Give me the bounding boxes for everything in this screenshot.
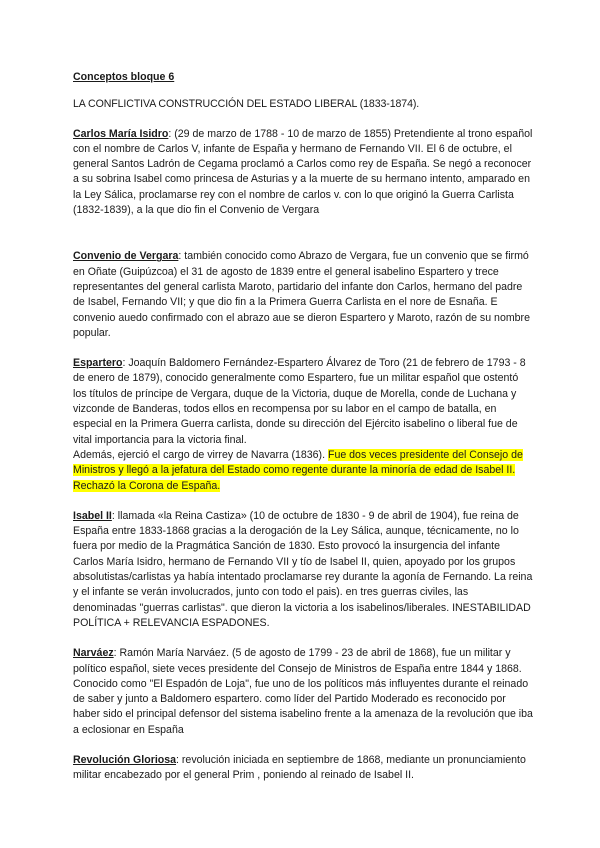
entry-text: : (29 de marzo de 1788 - 10 de marzo de 1855) Pretendiente al trono español con el nombre de Carlos V, infante de España y hermano de Fernando VII. El 6 de octubre, el general Santos Ladrón de Cegama proclamó a Carlos como rey de España. Se negó a reconocer a su sobrina Isabel como princesa de Asturias y a la muerte de su hermano intento, amparado en la Ley Sálica, proclamarse rey con el nombre de carlos v. con lo que originó la Guerra Carlista (1832-1839), a la que dio fin el Convenio de Vergara <box>73 127 533 217</box>
entry-text-continued: Además, ejerció el cargo de virrey de Navarra (1836). <box>73 448 328 461</box>
entry-text: : Joaquín Baldomero Fernández-Espartero Álvarez de Toro (21 de febrero de 1793 - 8 de enero de 1879), conocido generalmente como Espartero, fue un militar español que ostentó los títulos de príncipe de Vergara, duque de la Victoria, duque de Morella, conde de Luchana y vizconde de Banderas, todos ellos en recompensa por su labor en el campo de batalla, en especial en la Primera Guerra carlista, donde su dirección del Ejército isabelino o liberal fue de vital importancia para la victoria final. <box>73 357 526 446</box>
entry-term: Convenio de Vergara <box>73 250 179 263</box>
entry-narvaez <box>73 646 533 738</box>
entry-text: : llamada «la Reina Castiza» (10 de octubre de 1830 - 9 de abril de 1904), fue reina de España entre 1833-1868 gracias a la derogación de la Ley Sálica, aunque, técnicamente, no lo fuera por medio de la Pragmática Sanción de 1830. Esto provocó la insurgencia del infante Carlos María Isidro, hermano de Fernando VII y tío de Isabel II, quien, apoyado por los grupos absolutistas/carlistas ya había intentado proclamarse rey durante la agonía de Fernando. La reina y el infante se verán involucrados, junto con todo el pais). en tres guerras civiles, las denominadas "guerras carlistas". que dieron la victoria a los isabelinos/liberales. INESTABILIDAD POLÍTICA + RELEVANCIA ESPADONES. <box>73 509 533 629</box>
document-title: Conceptos bloque 6 <box>73 71 175 83</box>
entry-term: Isabel II <box>73 509 112 522</box>
highlighted-text: Fue dos veces presidente del Consejo de Ministros y llegó a la jefatura del Estado como regente durante la minoría de edad de Isabel II. Rechazó la Corona de España. <box>73 448 523 492</box>
entry-term: Espartero <box>73 357 123 370</box>
entry-isabel-ii <box>73 509 533 631</box>
document-subtitle: LA CONFLICTIVA CONSTRUCCIÓN DEL ESTADO LIBERAL (1833-1874). <box>73 98 420 111</box>
entry-term: Narváez <box>73 647 114 660</box>
entry-text: : Ramón María Narváez. (5 de agosto de 1799 - 23 de abril de 1868), fue un militar y político español, siete veces presidente del Consejo de Ministros de España entre 1844 y 1868. Conocido como "El Espadón de Loja", fue uno de los políticos más influyentes durante el reinado de saber y junto a Baldomero espartero. como líder del Partido Moderado es reconocido por haber sido el principal defensor del sistema isabelino frente a la amenaza de la revolución que iba a eclosionar en España <box>73 647 533 736</box>
entry-convenio-de-vergara <box>73 249 533 341</box>
entry-text: : también conocido como Abrazo de Vergara, fue un convenio que se firmó en Oñate (Guipúzcoa) el 31 de agosto de 1839 entre el general isabelino Espartero y trece representantes del general carlista Maroto, partidario del infante don Carlos, hermano del padre de Isabel, Fernando VII; y que dio fin a la Primera Guerra Carlista en el nore de Esnaña. E convenio auedo confirmado con el abrazo aue se dieron Espartero y Maroto, razón de su nombre popular. <box>73 250 530 339</box>
entry-carlos-maria-isidro <box>73 127 533 219</box>
entry-revolucion-gloriosa <box>73 753 533 784</box>
entry-espartero <box>73 356 533 494</box>
entry-term: Revolución Gloriosa <box>73 753 177 766</box>
document-page <box>73 70 533 799</box>
entry-term: Carlos María Isidro <box>73 127 169 140</box>
entry-text: : revolución iniciada en septiembre de 1868, mediante un pronunciamiento militar encabezado por el general Prim , poniendo al reinado de Isabel II. <box>73 753 526 782</box>
